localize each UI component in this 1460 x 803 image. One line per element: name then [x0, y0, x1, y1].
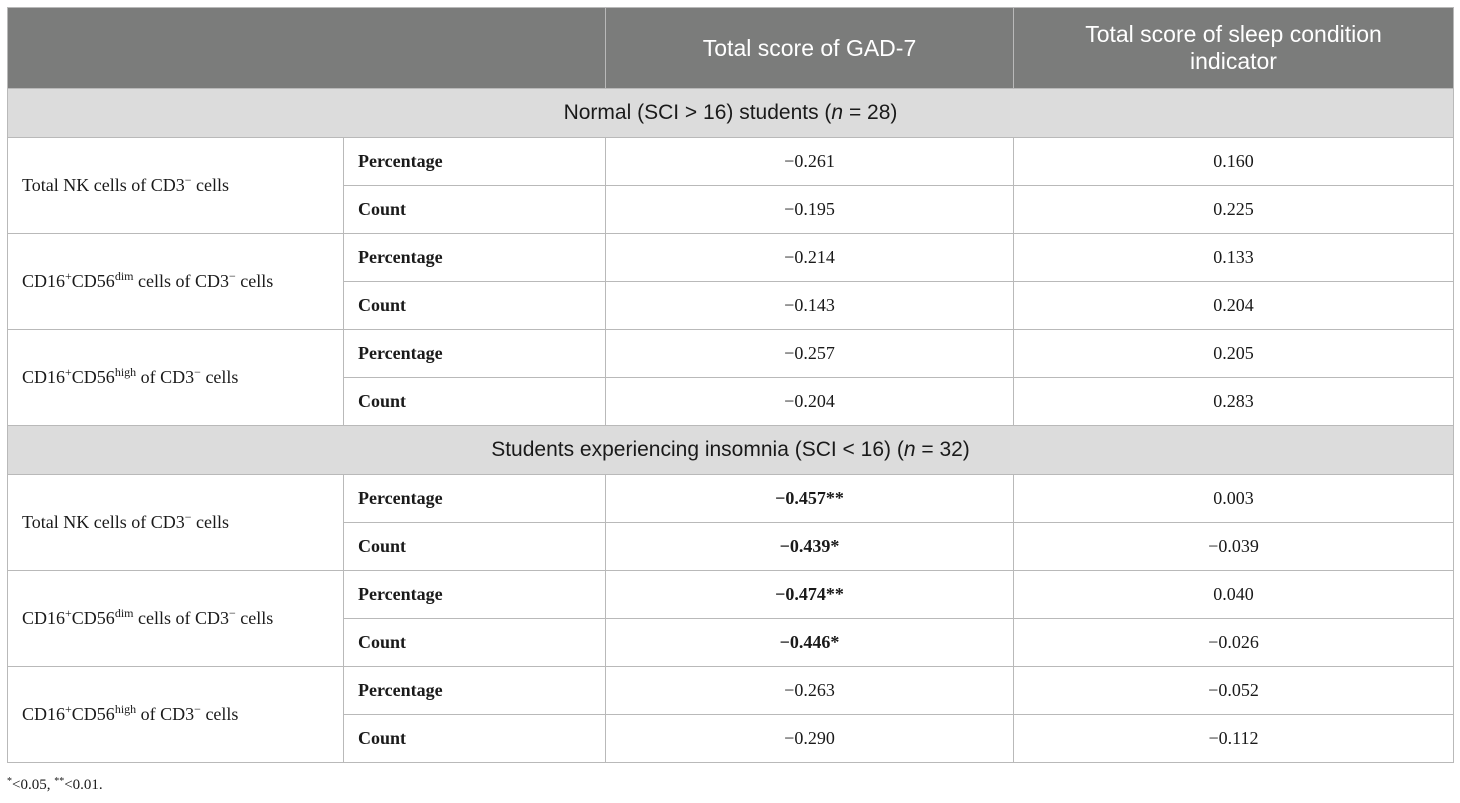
label-sup: dim [114, 269, 134, 283]
label-part: CD16 [22, 704, 66, 724]
metric-label: Percentage [344, 138, 606, 186]
gad7-value [606, 282, 1014, 330]
label-sup: dim [114, 606, 134, 620]
label-part: CD16 [22, 367, 66, 387]
label-sup: + [65, 365, 72, 379]
label-part: cells [200, 704, 239, 724]
gad7-number: −0.214 [784, 247, 835, 267]
sci-value: 0.160 [1014, 138, 1454, 186]
cell-type-label [8, 571, 344, 667]
label-sup: + [65, 606, 72, 620]
gad7-value [606, 523, 1014, 571]
metric-label: Percentage [344, 330, 606, 378]
table-row [8, 234, 1454, 282]
gad7-number: −0.261 [784, 151, 835, 171]
group-title-n: n [903, 438, 916, 461]
gad7-number: −0.257 [784, 343, 835, 363]
gad7-value [606, 571, 1014, 619]
label-part: cells of CD3 [133, 271, 229, 291]
label-part: of CD3 [136, 367, 195, 387]
gad7-value [606, 475, 1014, 523]
label-part: CD56 [71, 704, 115, 724]
gad7-number: −0.446 [779, 632, 831, 652]
metric-label: Count [344, 186, 606, 234]
label-sup: + [65, 269, 72, 283]
metric-label: Percentage [344, 667, 606, 715]
label-part: cells of CD3 [133, 608, 229, 628]
footnote-text-1: <0.05, [12, 777, 55, 793]
significance-marker: * [830, 536, 840, 556]
sci-value: −0.112 [1014, 715, 1454, 763]
metric-label: Count [344, 715, 606, 763]
table-row [8, 571, 1454, 619]
table-row [8, 475, 1454, 523]
gad7-value [606, 667, 1014, 715]
label-sup: high [114, 365, 137, 379]
label-part: CD16 [22, 608, 66, 628]
significance-marker: ** [825, 488, 844, 508]
label-part: CD56 [71, 608, 115, 628]
label-sup: − [194, 365, 201, 379]
sci-value: 0.204 [1014, 282, 1454, 330]
gad7-number: −0.263 [784, 680, 835, 700]
group-title-pre: Students experiencing insomnia (SCI < 16) ( [491, 438, 904, 461]
gad7-number: −0.439 [779, 536, 831, 556]
label-sup: − [228, 269, 236, 283]
table-row [8, 138, 1454, 186]
gad7-number: −0.474 [775, 584, 826, 604]
metric-label: Count [344, 619, 606, 667]
label-part: cells [191, 512, 229, 532]
sci-value: 0.133 [1014, 234, 1454, 282]
footnote-sym-2: ** [54, 776, 65, 787]
sci-value: 0.205 [1014, 330, 1454, 378]
sci-value: 0.225 [1014, 186, 1454, 234]
label-part: cells [235, 271, 274, 291]
header-sci: Total score of sleep condition indicator [1014, 8, 1454, 89]
gad7-value [606, 186, 1014, 234]
group-title-n: n [831, 101, 844, 124]
label-sup: − [194, 702, 201, 716]
label-sup: − [228, 606, 236, 620]
table-row [8, 667, 1454, 715]
label-part: Total NK cells of CD3 [22, 175, 185, 195]
group-title-pre: Normal (SCI > 16) students ( [563, 101, 832, 124]
gad7-value [606, 234, 1014, 282]
cell-type-label [8, 475, 344, 571]
label-sup: − [184, 510, 192, 524]
cell-type-label [8, 667, 344, 763]
cell-type-label [8, 234, 344, 330]
sci-value: −0.039 [1014, 523, 1454, 571]
gad7-number: −0.195 [784, 199, 835, 219]
group-title-post: = 32) [915, 438, 970, 461]
group-title [8, 89, 1454, 138]
header-gad7: Total score of GAD-7 [606, 8, 1014, 89]
gad7-value [606, 330, 1014, 378]
label-part: cells [235, 608, 274, 628]
label-part: CD16 [22, 271, 66, 291]
sci-value: 0.003 [1014, 475, 1454, 523]
gad7-number: −0.143 [784, 295, 835, 315]
sci-value: 0.283 [1014, 378, 1454, 426]
table-row [8, 330, 1454, 378]
cell-type-label [8, 138, 344, 234]
metric-label: Count [344, 282, 606, 330]
label-part: of CD3 [136, 704, 195, 724]
group-title [8, 426, 1454, 475]
significance-marker: * [830, 632, 840, 652]
label-part: CD56 [71, 367, 115, 387]
gad7-value [606, 619, 1014, 667]
label-sup: − [184, 173, 192, 187]
gad7-value [606, 715, 1014, 763]
gad7-number: −0.457 [775, 488, 826, 508]
label-sup: + [65, 702, 72, 716]
header-blank [8, 8, 606, 89]
table-body [8, 89, 1454, 763]
label-part: CD56 [71, 271, 115, 291]
results-table [7, 7, 1454, 763]
gad7-value [606, 138, 1014, 186]
group-title-post: = 28) [843, 101, 898, 124]
gad7-value [606, 378, 1014, 426]
metric-label: Count [344, 378, 606, 426]
metric-label: Percentage [344, 475, 606, 523]
cell-type-label [8, 330, 344, 426]
metric-label: Percentage [344, 234, 606, 282]
metric-label: Count [344, 523, 606, 571]
label-part: Total NK cells of CD3 [22, 512, 185, 532]
label-sup: high [114, 702, 137, 716]
label-part: cells [200, 367, 239, 387]
significance-marker: ** [825, 584, 844, 604]
group-header-row [8, 426, 1454, 475]
sci-value: 0.040 [1014, 571, 1454, 619]
sci-value: −0.026 [1014, 619, 1454, 667]
metric-label: Percentage [344, 571, 606, 619]
group-header-row [8, 89, 1454, 138]
footnote-text-2: <0.01. [64, 777, 103, 793]
footnote-sym-1: * [7, 776, 12, 787]
footnote [7, 777, 103, 794]
sci-value: −0.052 [1014, 667, 1454, 715]
gad7-number: −0.290 [784, 728, 835, 748]
header-row [8, 8, 1454, 89]
label-part: cells [191, 175, 229, 195]
gad7-number: −0.204 [784, 391, 835, 411]
